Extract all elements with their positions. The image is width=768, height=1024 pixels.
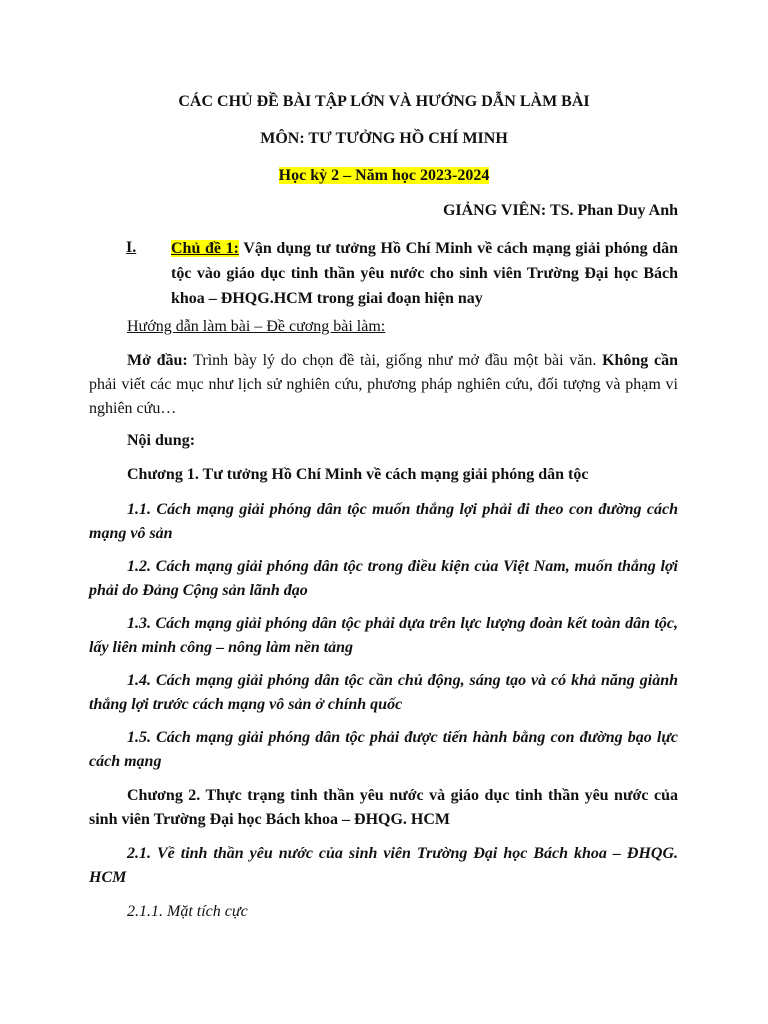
chapter-1-item-3: 1.3. Cách mạng giải phóng dân tộc phải dựa trên lực lượng đoàn kết toàn dân tộc, lấy liên minh công – nông làm nền tảng [89,615,678,656]
chapter-2-title: Chương 2. Thực trạng tinh thần yêu nước và giáo dục tinh thần yêu nước của sinh viên Trường Đại học Bách khoa – ĐHQG. HCM [89,787,678,828]
chapter-1-title: Chương 1. Tư tưởng Hồ Chí Minh về cách mạng giải phóng dân tộc [127,466,589,483]
subject-line: MÔN: TƯ TƯỞNG HỒ CHÍ MINH [260,130,508,147]
chapter-1-item-4: 1.4. Cách mạng giải phóng dân tộc cần chủ động, sáng tạo và có khả năng giành thắng lợi trước cách mạng vô sản ở chính quốc [89,672,678,713]
section-numeral: I. [126,239,137,256]
topic-1-label: Chủ đề 1: [171,240,239,257]
document-title: CÁC CHỦ ĐỀ BÀI TẬP LỚN VÀ HƯỚNG DẪN LÀM BÀI [178,93,590,110]
lecturer-line: GIẢNG VIÊN: TS. Phan Duy Anh [442,202,678,219]
intro-paragraph [89,349,678,421]
topic-1 [171,236,678,311]
intro-label: Mở đầu: [127,352,188,369]
semester-line [0,164,768,188]
intro-emphasis: Không cần [602,352,678,369]
semester-highlight: Học kỳ 2 – Năm học 2023-2024 [278,167,490,184]
chapter-1-item-2: 1.2. Cách mạng giải phóng dân tộc trong điều kiện của Việt Nam, muốn thắng lợi phải do Đảng Cộng sản lãnh đạo [89,558,678,599]
chapter-1-item-1: 1.1. Cách mạng giải phóng dân tộc muốn thắng lợi phải đi theo con đường cách mạng vô sản [89,501,678,542]
intro-text: Trình bày lý do chọn đề tài, giống như mở đầu một bài văn. [187,352,603,369]
chapter-2-subsection-1: 2.1.1. Mặt tích cực [127,903,248,920]
guide-heading: Hướng dẫn làm bài – Đề cương bài làm: [127,318,386,335]
topic-1-text: Vận dụng tư tưởng Hồ Chí Minh về cách mạng giải phóng dân tộc vào giáo dục tinh thần yêu nước cho sinh viên Trường Đại học Bách khoa – ĐHQG.HCM trong giai đoạn hiện nay [171,240,678,307]
chapter-2-section-1: 2.1. Về tinh thần yêu nước của sinh viên Trường Đại học Bách khoa – ĐHQG. HCM [89,845,678,886]
intro-rest: phải viết các mục như lịch sử nghiên cứu, phương pháp nghiên cứu, đối tượng và phạm vi nghiên cứu… [89,376,678,417]
chapter-1-item-5: 1.5. Cách mạng giải phóng dân tộc phải được tiến hành bằng con đường bạo lực cách mạng [89,729,678,770]
content-label: Nội dung: [127,432,196,449]
